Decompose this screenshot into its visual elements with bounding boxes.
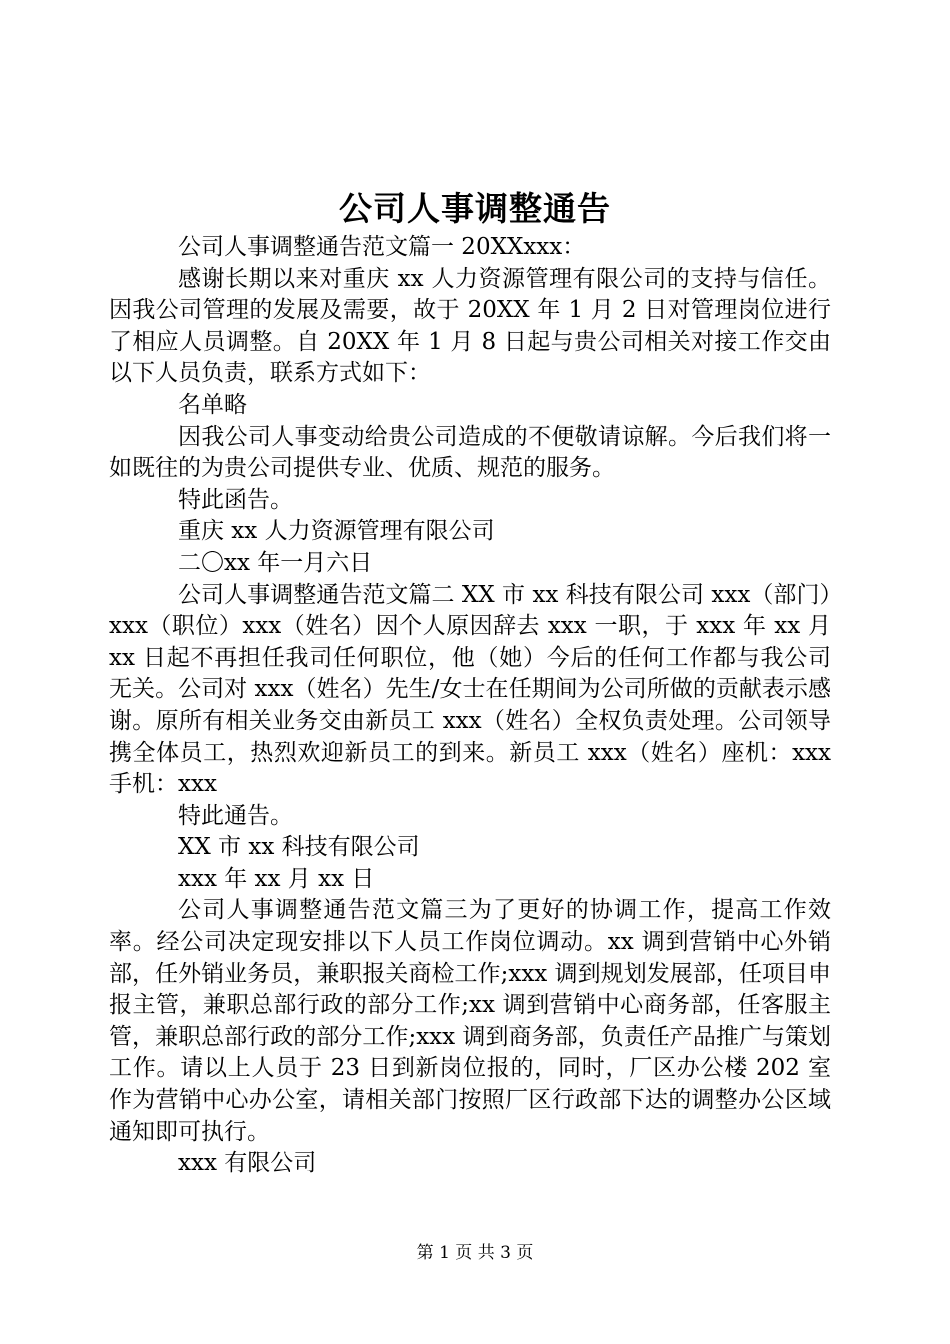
paragraph-2: 感谢长期以来对重庆 xx 人力资源管理有限公司的支持与信任。因我公司管理的发展及需要，故于 20XX 年 1 月 2 日对管理岗位进行了相应人员调整。自 20XX 年 1 月 8 日起与贵公司相关对接工作交由以下人员负责，联系方式如下： [109, 265, 831, 387]
paragraph-11: xxx 年 xx 月 xx 日 [178, 865, 375, 892]
paragraph-1: 公司人事调整通告范文篇一 20XXxxx： [178, 234, 586, 260]
paragraph-5: 特此函告。 [178, 486, 293, 513]
paragraph-13: xxx 有限公司 [178, 1150, 317, 1177]
paragraph-8: 公司人事调整通告范文篇二 XX 市 xx 科技有限公司 xxx（部门）xxx（职位）xxx（姓名）因个人原因辞去 xxx 一职，于 xxx 年 xx 月 xx 日起不再担任我司任何职位，他（她）今后的任何工作都与我公司无关。公司对 xxx（姓名）先生/女士在任期间为公司所做的贡献表示感谢。原所有相关业务交由新员工 xxx（姓名）全权负责处理。公司领导携全体员工，热烈欢迎新员工的到来。新员工 xxx（姓名）座机：xxx 手机：xxx [109, 581, 831, 798]
document-body [109, 232, 831, 1180]
paragraph-7: 二〇xx 年一月六日 [178, 549, 373, 576]
paragraph-6: 重庆 xx 人力资源管理有限公司 [178, 518, 495, 545]
paragraph-9: 特此通告。 [178, 802, 293, 829]
paragraph-4: 因我公司人事变动给贵公司造成的不便敬请谅解。今后我们将一如既往的为贵公司提供专业、优质、规范的服务。 [109, 423, 831, 482]
paragraph-3: 名单略 [178, 391, 247, 418]
document-title: 公司人事调整通告 [339, 189, 611, 228]
paragraph-12: 公司人事调整通告范文篇三为了更好的协调工作，提高工作效率。经公司决定现安排以下人员工作岗位调动。xx 调到营销中心外销部，任外销业务员，兼职报关商检工作;xxx 调到规划发展部，任项目申报主管，兼职总部行政的部分工作;xx 调到营销中心商务部，任客服主管，兼职总部行政的部分工作;xxx 调到商务部，负责任产品推广与策划工作。请以上人员于 23 日到新岗位报的，同时，厂区办公楼 202 室作为营销中心办公室，请相关部门按照厂区行政部下达的调整办公区域通知即可执行。 [109, 897, 831, 1145]
page-number-footer: 第 1 页 共 3 页 [416, 1243, 534, 1263]
paragraph-10: XX 市 xx 科技有限公司 [178, 834, 420, 861]
